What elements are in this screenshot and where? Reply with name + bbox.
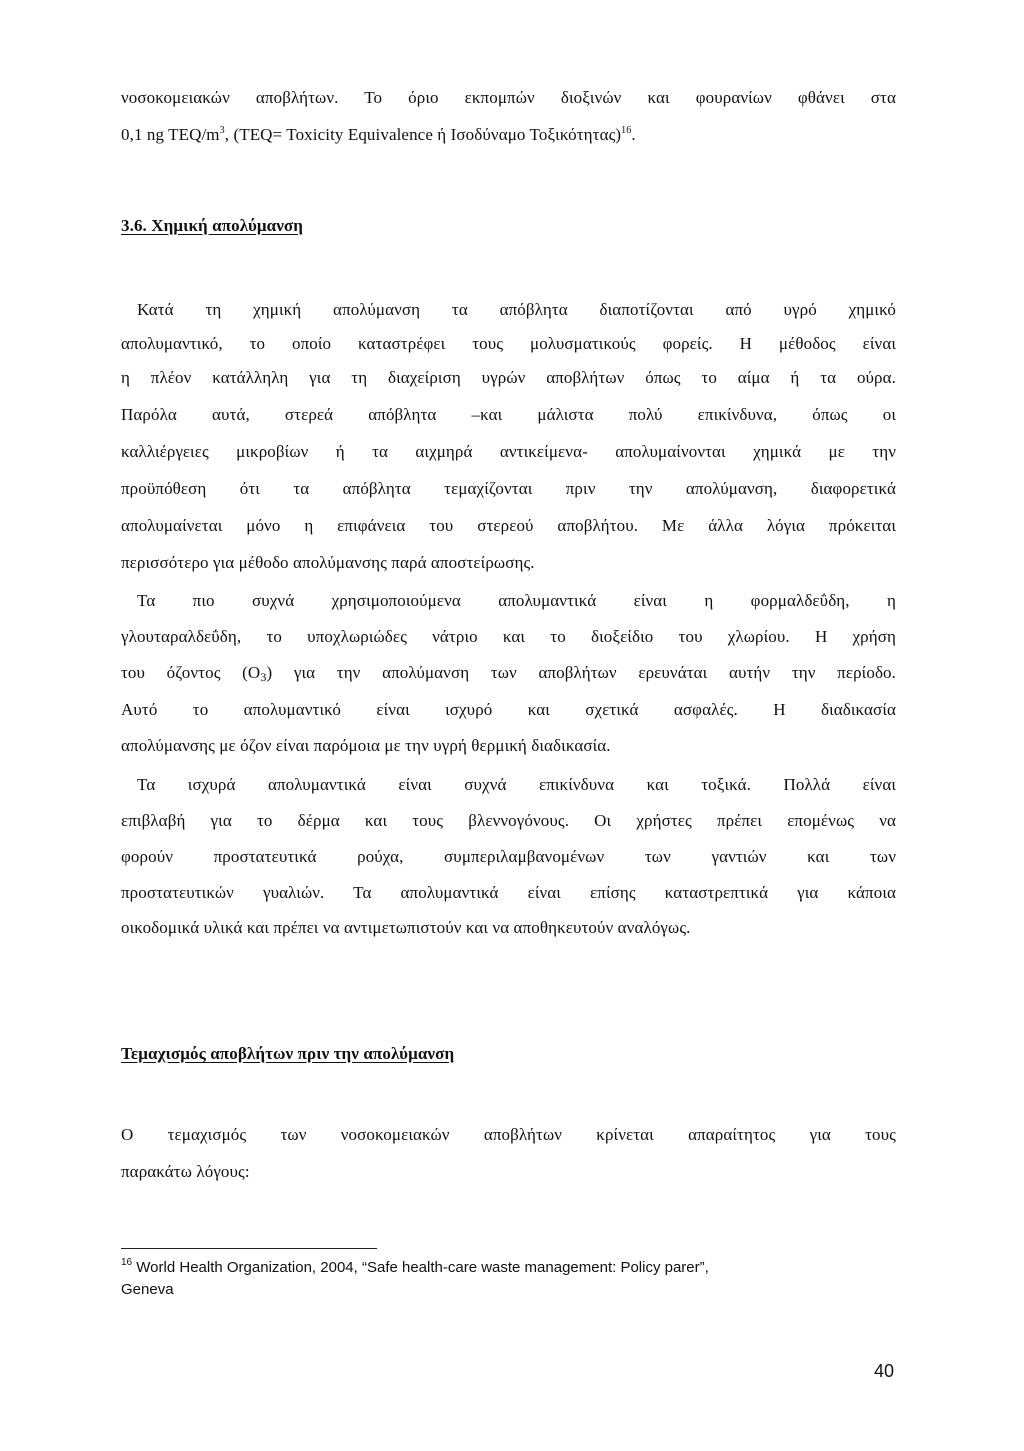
- intro-line-2-text-c: .: [631, 125, 636, 144]
- paragraph-3-line-3: φορούν προστατευτικά ρούχα, συμπεριλαμβανομένων των γαντιών και των: [121, 847, 896, 866]
- page-number: 40: [874, 1361, 895, 1381]
- intro-line-2-text-a: 0,1 ng TEQ/m: [121, 125, 220, 144]
- intro-line-1: νοσοκομειακών αποβλήτων. Το όριο εκπομπών διοξινών και φουρανίων φθάνει στα: [121, 88, 896, 107]
- intro-line-2-text-b: , (TEQ= Toxicity Equivalence ή Ισοδύναμο Τοξικότητας): [224, 125, 622, 144]
- paragraph-3-line-4: προστατευτικών γυαλιών. Τα απολυμαντικά είναι επίσης καταστρεπτικά για κάποια: [121, 883, 896, 902]
- paragraph-1-line-8: περισσότερο για μέθοδο απολύμανσης παρά αποστείρωσης.: [121, 553, 535, 572]
- footnote-line-2: Geneva: [121, 1281, 174, 1298]
- paragraph-3-line-5: οικοδομικά υλικά και πρέπει να αντιμετωπιστούν και να αποθηκευτούν αναλόγως.: [121, 918, 691, 937]
- paragraph-2-line-3: [121, 661, 896, 685]
- paragraph-1-line-1: Κατά τη χημική απολύμανση τα απόβλητα διαποτίζονται από υγρό χημικό: [137, 300, 896, 319]
- paragraph-1-line-3: η πλέον κατάλληλη για τη διαχείριση υγρών αποβλήτων όπως το αίμα ή τα ούρα.: [121, 368, 896, 387]
- paragraph-2-line-3-text-a: του όζοντος (O: [121, 663, 261, 682]
- paragraph-1-line-6: προϋπόθεση ότι τα απόβλητα τεμαχίζονται πριν την απολύμανση, διαφορετικά: [121, 479, 896, 498]
- subsection-heading: Τεμαχισμός αποβλήτων πριν την απολύμανση: [121, 1044, 455, 1063]
- footnote-number: 16: [121, 1257, 133, 1268]
- ozone-subscript: 3: [260, 670, 267, 684]
- footnote-line-1: [121, 1258, 709, 1278]
- paragraph-2-line-5: απολύμανσης με όζον είναι παρόμοια με την υγρή θερμική διαδικασία.: [121, 736, 611, 755]
- paragraph-3-line-2: επιβλαβή για το δέρμα και τους βλεννογόνους. Οι χρήστες πρέπει επομένως να: [121, 811, 896, 830]
- paragraph-1-line-2: απολυμαντικό, το οποίο καταστρέφει τους μολυσματικούς φορείς. Η μέθοδος είναι: [121, 334, 896, 353]
- footnote-reference: 16: [621, 125, 632, 136]
- subsection-line-1: Ο τεμαχισμός των νοσοκομειακών αποβλήτων κρίνεται απαραίτητος για τους: [121, 1125, 896, 1144]
- subsection-line-2: παρακάτω λόγους:: [121, 1162, 250, 1181]
- paragraph-2-line-4: Αυτό το απολυμαντικό είναι ισχυρό και σχετικά ασφαλές. Η διαδικασία: [121, 700, 896, 719]
- paragraph-1-line-5: καλλιέργειες μικροβίων ή τα αιχμηρά αντικείμενα- απολυμαίνονται χημικά με την: [121, 442, 896, 461]
- paragraph-1-line-7: απολυμαίνεται μόνο η επιφάνεια του στερεού αποβλήτου. Με άλλα λόγια πρόκειται: [121, 516, 896, 535]
- paragraph-1-line-4: Παρόλα αυτά, στερεά απόβλητα –και μάλιστα πολύ επικίνδυνα, όπως οι: [121, 405, 896, 424]
- unit-superscript: 3: [219, 125, 225, 136]
- intro-line-2: [121, 123, 896, 147]
- footnote-divider: [121, 1248, 377, 1249]
- paragraph-2-line-1: Τα πιο συχνά χρησιμοποιούμενα απολυμαντικά είναι η φορμαλδεΰδη, η: [137, 591, 896, 610]
- paragraph-3-line-1: Τα ισχυρά απολυμαντικά είναι συχνά επικίνδυνα και τοξικά. Πολλά είναι: [137, 775, 896, 794]
- section-heading: 3.6. Χημική απολύμανση: [121, 216, 303, 235]
- paragraph-2-line-3-text-b: ) για την απολύμανση των αποβλήτων ερευνάται αυτήν την περίοδο.: [266, 663, 897, 682]
- footnote-text: World Health Organization, 2004, “Safe health-care waste management: Policy parer”,: [132, 1259, 709, 1276]
- paragraph-2-line-2: γλουταραλδεΰδη, το υποχλωριώδες νάτριο και το διοξείδιο του χλωρίου. Η χρήση: [121, 627, 896, 646]
